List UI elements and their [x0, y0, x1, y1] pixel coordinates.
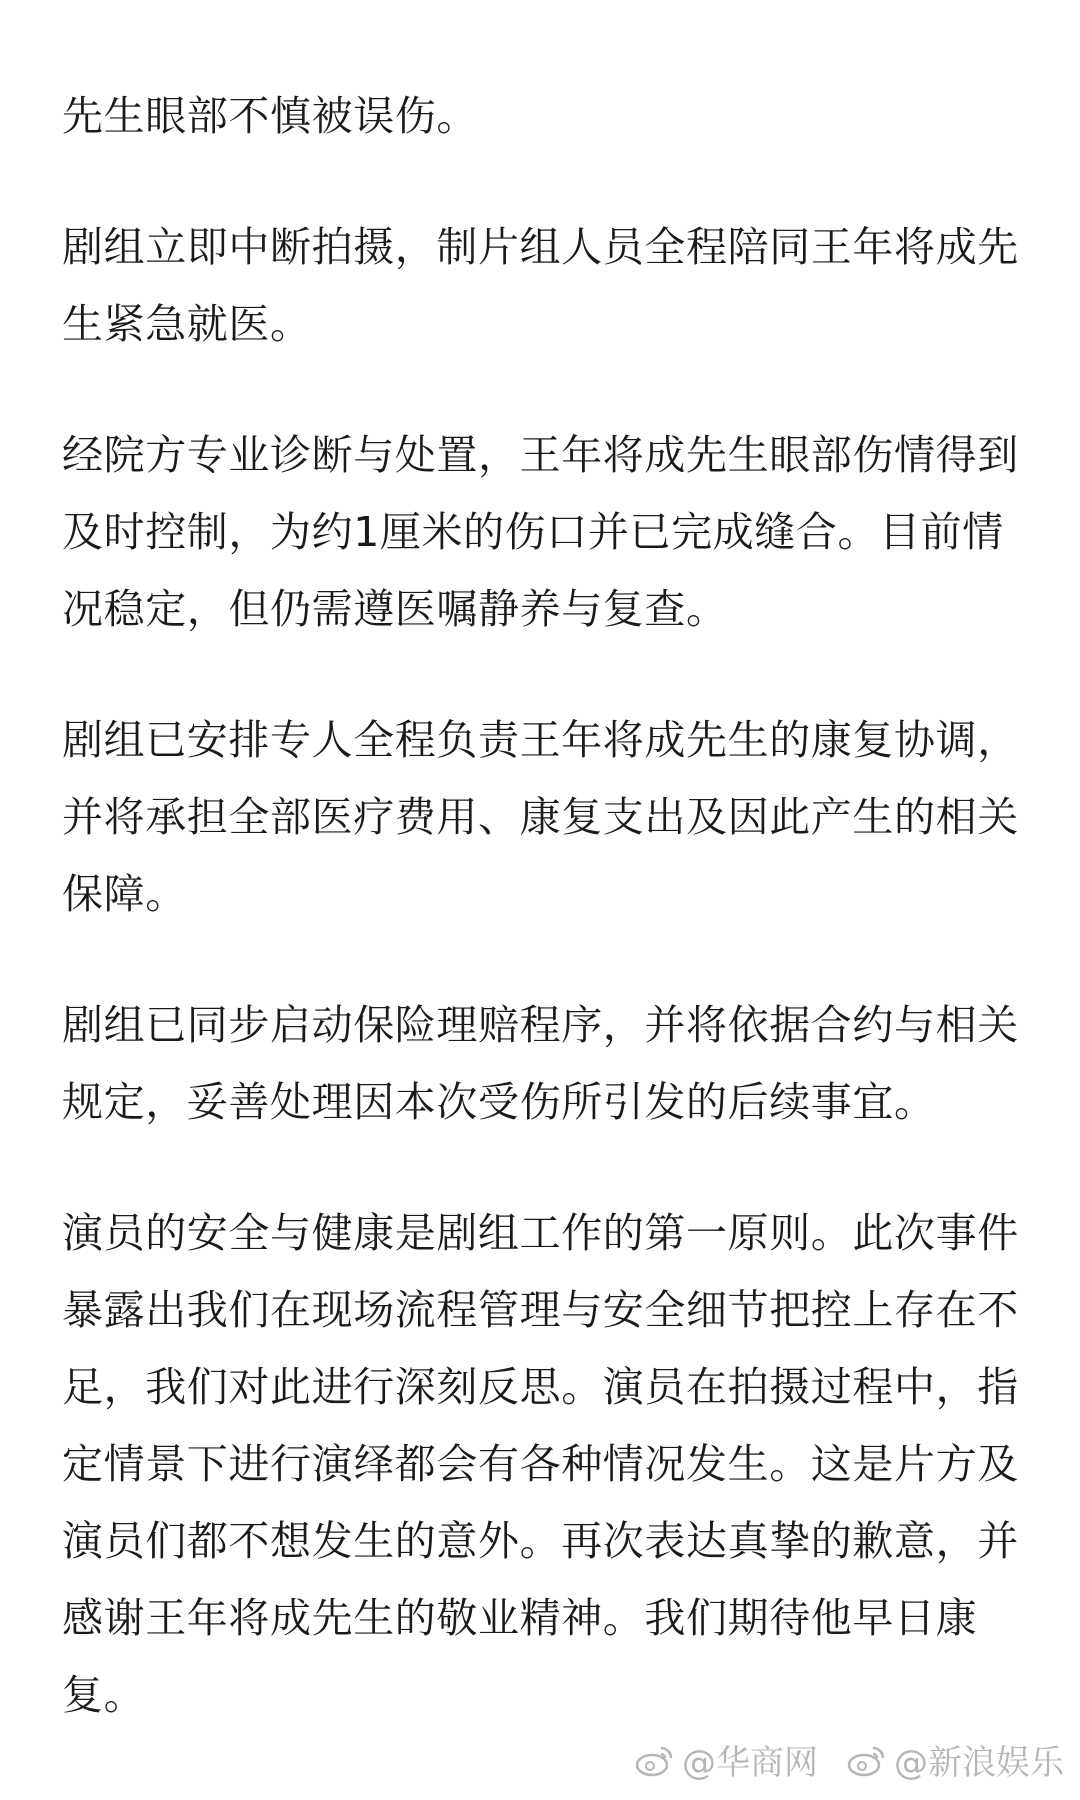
watermark-group: [634, 1735, 1064, 1784]
watermark-huashang: [634, 1735, 818, 1784]
paragraph-4: 剧组已安排专人全程负责王年将成先生的康复协调，并将承担全部医疗费用、康复支出及因此产生的相关保障。: [62, 716, 1019, 918]
paragraph-1: 先生眼部不慎被误伤。: [62, 92, 478, 140]
watermark-sina-ent: [846, 1735, 1064, 1784]
weibo-icon: [846, 1743, 886, 1777]
paragraph-2: 剧组立即中断拍摄，制片组人员全程陪同王年将成先生紧急就医。: [62, 223, 1019, 348]
watermark-text: @华商网: [682, 1743, 818, 1783]
watermark-text: @新浪娱乐: [894, 1743, 1064, 1783]
paragraph-5: 剧组已同步启动保险理赔程序，并将依据合约与相关规定，妥善处理因本次受伤所引发的后续事宜。: [62, 1001, 1019, 1126]
paragraph-6: 演员的安全与健康是剧组工作的第一原则。此次事件暴露出我们在现场流程管理与安全细节把控上存在不足，我们对此进行深刻反思。演员在拍摄过程中，指定情景下进行演绎都会有各种情况发生。这是片方及演员们都不想发生的意外。再次表达真挚的歉意，并感谢王年将成先生的敬业精神。我们期待他早日康复。: [62, 1209, 1019, 1719]
weibo-icon: [634, 1743, 674, 1777]
paragraph-3: 经院方专业诊断与处置，王年将成先生眼部伤情得到及时控制，为约1厘米的伤口并已完成缝合。目前情况稳定，但仍需遵医嘱静养与复查。: [62, 431, 1019, 633]
